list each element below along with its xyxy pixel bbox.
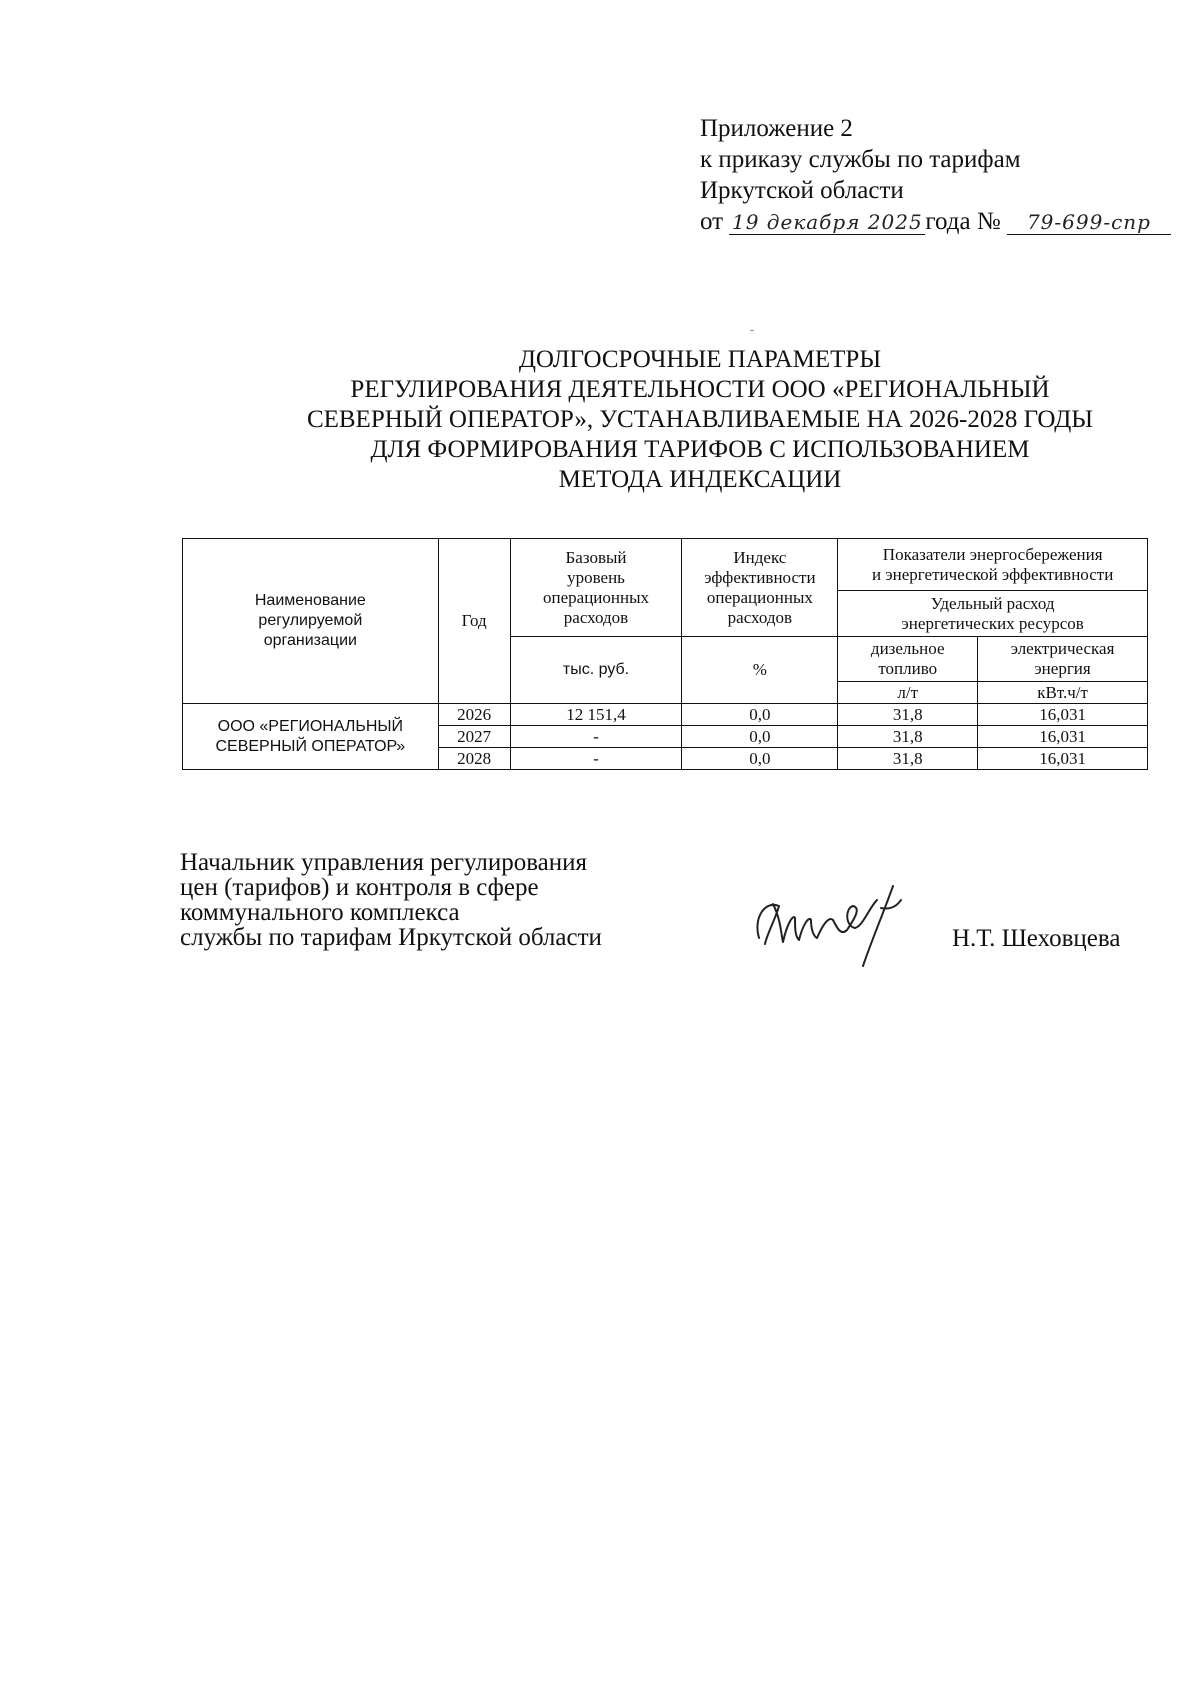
header-diesel: дизельное топливо bbox=[838, 637, 978, 682]
unit-diesel: л/т bbox=[838, 682, 978, 704]
cell-diesel: 31,8 bbox=[838, 748, 978, 770]
cell-electric: 16,031 bbox=[978, 748, 1148, 770]
cell-base: - bbox=[510, 748, 682, 770]
signatory-name: Н.Т. Шеховцева bbox=[952, 925, 1121, 952]
scan-speck bbox=[750, 330, 754, 331]
cell-index: 0,0 bbox=[682, 748, 838, 770]
signatory-position bbox=[180, 850, 602, 950]
table-row bbox=[183, 704, 1148, 726]
cell-electric: 16,031 bbox=[978, 726, 1148, 748]
title-line-5: МЕТОДА ИНДЕКСАЦИИ bbox=[558, 466, 842, 493]
document-title bbox=[150, 345, 1200, 495]
year-word: года № bbox=[925, 208, 1001, 235]
cell-electric: 16,031 bbox=[978, 704, 1148, 726]
signatory-line-4: службы по тарифам Иркутской области bbox=[180, 924, 602, 951]
cell-base: 12 151,4 bbox=[510, 704, 682, 726]
cell-index: 0,0 bbox=[682, 726, 838, 748]
header-specific-consumption: Удельный расход энергетических ресурсов bbox=[838, 591, 1148, 637]
cell-year: 2027 bbox=[438, 726, 510, 748]
title-line-2: РЕГУЛИРОВАНИЯ ДЕЯТЕЛЬНОСТИ ООО «РЕГИОНАЛЬНЫЙ bbox=[350, 376, 1050, 403]
cell-diesel: 31,8 bbox=[838, 704, 978, 726]
cell-diesel: 31,8 bbox=[838, 726, 978, 748]
unit-base: тыс. руб. bbox=[510, 637, 682, 704]
appendix-line-1: Приложение 2 bbox=[700, 115, 853, 142]
cell-year: 2026 bbox=[438, 704, 510, 726]
header-efficiency-index: Индекс эффективности операционных расходов bbox=[682, 539, 838, 637]
unit-index: % bbox=[682, 637, 838, 704]
appendix-line-2: к приказу службы по тарифам bbox=[700, 146, 1021, 173]
header-energy-indicators: Показатели энергосбережения и энергетической эффективности bbox=[838, 539, 1148, 591]
signatory-line-2: цен (тарифов) и контроля в сфере bbox=[180, 874, 539, 901]
title-line-1: ДОЛГОСРОЧНЫЕ ПАРАМЕТРЫ bbox=[518, 346, 882, 373]
order-number: 79-699-спр bbox=[1007, 210, 1171, 235]
appendix-date-line bbox=[700, 206, 1171, 237]
header-base-expenses: Базовый уровень операционных расходов bbox=[510, 539, 682, 637]
header-year: Год bbox=[438, 539, 510, 704]
appendix-block bbox=[700, 113, 1171, 237]
cell-base: - bbox=[510, 726, 682, 748]
unit-electric: кВт.ч/т bbox=[978, 682, 1148, 704]
org-name-cell: ООО «РЕГИОНАЛЬНЫЙ СЕВЕРНЫЙ ОПЕРАТОР» bbox=[183, 704, 439, 770]
signatory-line-3: коммунального комплекса bbox=[180, 899, 460, 926]
title-line-4: ДЛЯ ФОРМИРОВАНИЯ ТАРИФОВ С ИСПОЛЬЗОВАНИЕМ bbox=[370, 436, 1030, 463]
parameters-table bbox=[182, 538, 1148, 770]
header-electric: электрическая энергия bbox=[978, 637, 1148, 682]
title-line-3: СЕВЕРНЫЙ ОПЕРАТОР», УСТАНАВЛИВАЕМЫЕ НА 2026-2028 ГОДЫ bbox=[306, 406, 1094, 433]
handwritten-signature bbox=[745, 878, 945, 968]
appendix-line-3: Иркутской области bbox=[700, 177, 904, 204]
header-org: Наименование регулируемой организации bbox=[183, 539, 439, 704]
order-date: 19 декабря 2025 bbox=[729, 210, 925, 235]
cell-year: 2028 bbox=[438, 748, 510, 770]
signatory-line-1: Начальник управления регулирования bbox=[180, 849, 588, 876]
cell-index: 0,0 bbox=[682, 704, 838, 726]
date-prefix: от bbox=[700, 208, 724, 235]
